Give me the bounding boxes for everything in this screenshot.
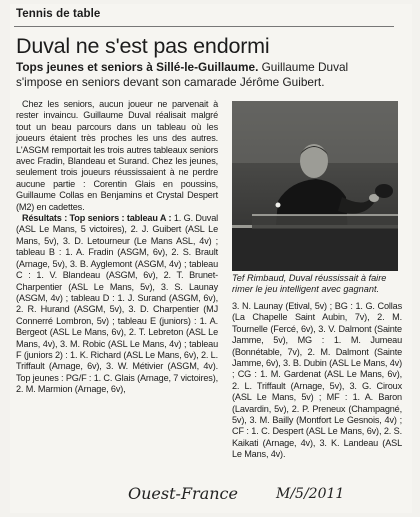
handwritten-date: M/5/2011 — [276, 486, 345, 502]
article-column-left — [16, 99, 218, 396]
article-photo — [232, 101, 398, 271]
section-rubric: Tennis de table — [16, 8, 101, 20]
rubric-rule — [14, 26, 394, 27]
headline: Duval ne s'est pas endormi — [16, 34, 270, 58]
standfirst-bold: Tops jeunes et seniors à Sillé-le-Guillaume. — [16, 60, 259, 74]
standfirst — [16, 60, 396, 90]
player-photo-illustration — [232, 101, 398, 271]
source-signature: Ouest-France — [128, 484, 238, 503]
results-title: Résultats : Top seniors : tableau A : — [22, 213, 172, 224]
standfirst-rest: Guillaume Duval s'impose en seniors devant son camarade Jérôme Guibert. — [16, 60, 349, 89]
results-right-text: 3. N. Launay (Etival, 5v) ; BG : 1. G. Collas (La Chapelle Saint Aubin, 7v), 2. M. Tournelle (Fercé, 6v), 3. V. Dalmont (Sainte Jamme, 5v), MG : 1. M. Jumeau (Bonnétable, 7v), 2. M. Dalmont (Sainte Jamme, 6v), 3. B. Dubin (ASL Le Mans, 4v) ; CG : 1. M. Gardenat (ASL Le Mans, 6v), 2. L. Triffault (Arnage, 5v), 3. G. Ciroux (ASL Le Mans, 5v) ; MF : 1. A. Baron (Lavardin, 5v), 2. P. Preneux (Champagné, 5v), 3. M. Bailly (Montfort Le Gesnois, 4v) ; CF : 1. C. Despert (ASL Le Mans, 6v), 2. S. Kaikati (Arnage, 4v), 3. K. Landeau (ASL Le Mans, 4v). — [232, 301, 402, 460]
body-paragraph: Chez les seniors, aucun joueur ne parvenait à rester invaincu. Guillaume Duval réalisait malgré tout un beau parcours dans un tableau où les joueurs étaient très proches les uns des autres. L'ASGM remportait les trois autres tableaux seniors avec Fradin, Blandeau et Surand. Chez les jeunes, seulement trois joueurs réussissaient à ne perdre aucune partie : Corentin Glais en poussins, Guillaume Collas en Benjamins et Crystal Despert (M2) en cadettes. — [16, 99, 218, 212]
results-paragraph — [16, 213, 218, 396]
article-column-right — [232, 301, 402, 461]
results-left-text: 1. G. Duval (ASL Le Mans, 5 victoires), 2. J. Guibert (ASL Le Mans, 5v), 3. D. Letourneur (Le Mans ASL, 4v) ; tableau B : 1. A. Fradin (ASGM, 6v), 2. S. Brault (Arnage, 5v), 3. B. Ayglemont (ASGM, 4v) ; tableau C : 1. V. Blandeau (ASGM, 6v), 2. T. Brunet-Charpentier (ASL Le Mans, 5v), 3. S. Launay (ASGM, 4v) ; tableau D : 1. J. Surand (ASGM, 6v), 2. R. Hurand (ASGM, 5v), 3. D. Charpentier (MJ Connerré Lombron, 5v) ; tableau E (juniors) : 1. A. Bergeot (ASL Le Mans, 6v), 2. T. Lebreton (ASL Le Mans, 4v), 3. M. Robic (ASL Le Mans, 4v) ; tableau F (juniors 2) : 1. K. Richard (ASL Le Mans, 6v), 2. L. Triffault (Arnage, 6v), 3. W. Métivier (ASGM, 4v). Top jeunes : PG/F : 1. C. Glais (Arnage, 7 victoires), 2. M. Marmion (Arnage, 6v), — [16, 213, 219, 395]
photo-caption: Tef Rimbaud, Duval réussissait à faire rimer le jeu intelligent avec gagnant. — [232, 273, 387, 295]
